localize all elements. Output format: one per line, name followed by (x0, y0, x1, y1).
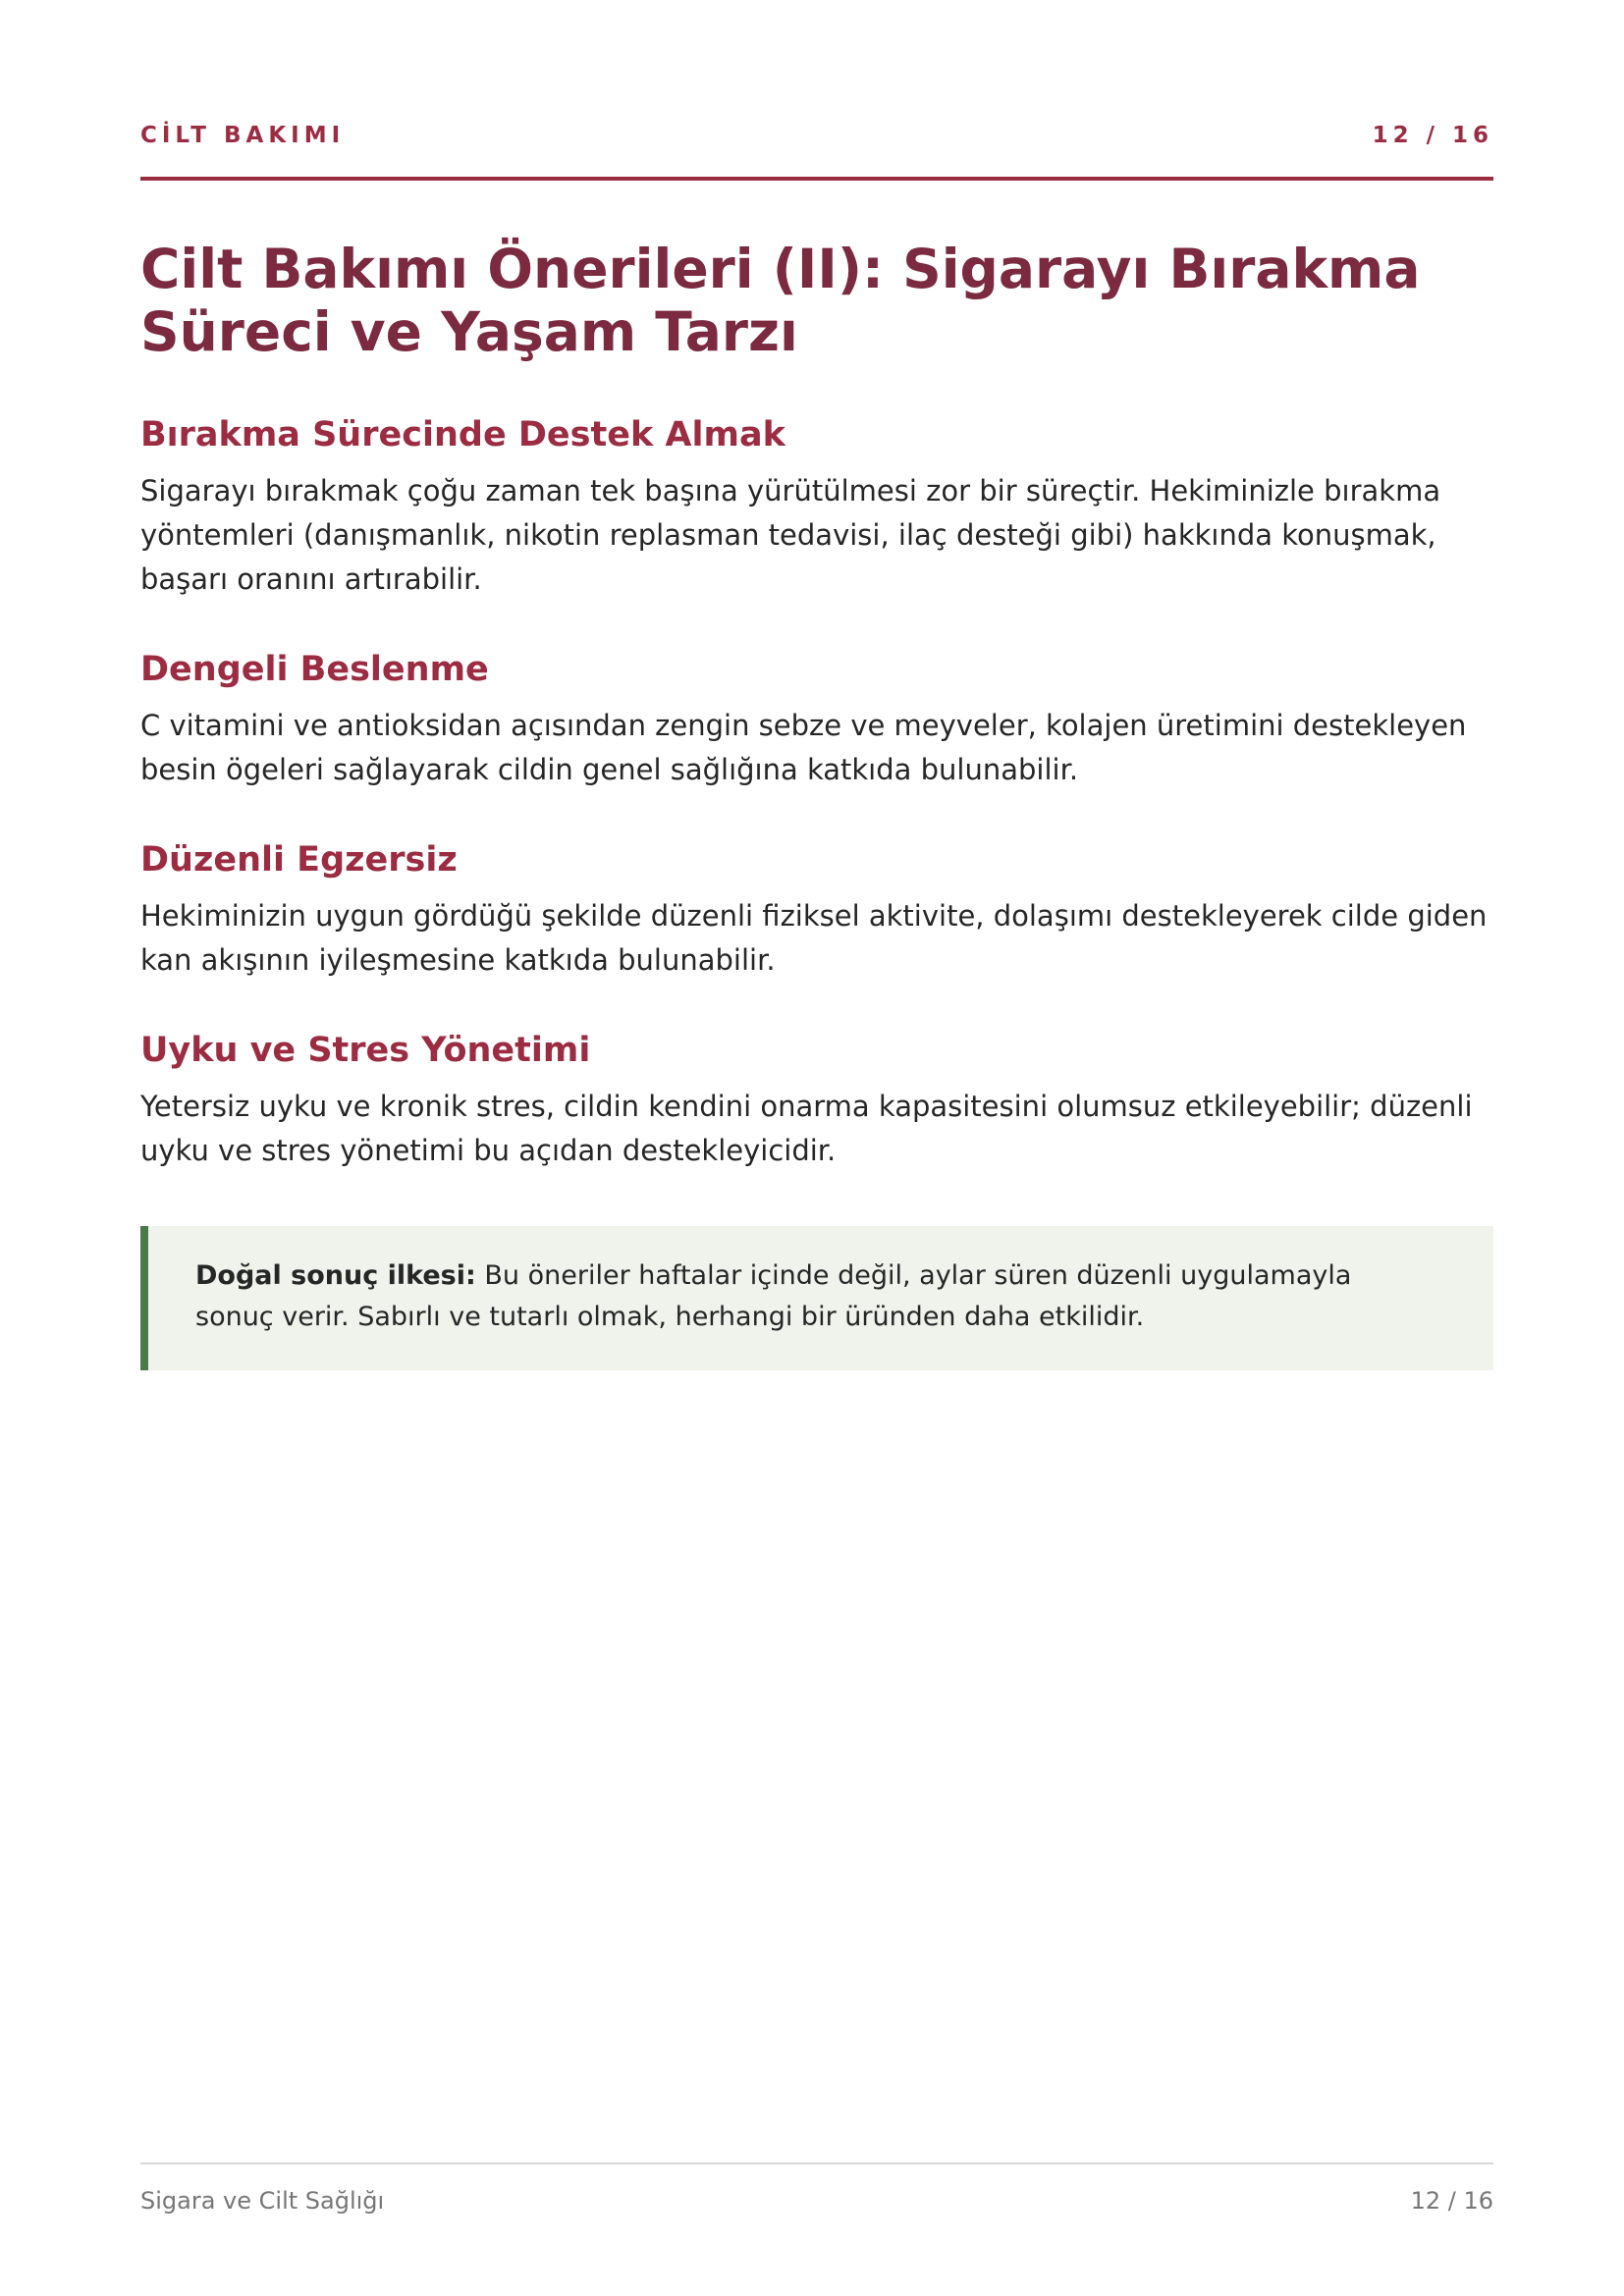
section-support (140, 410, 1493, 602)
section-paragraph: Hekiminizin uygun gördüğü şekilde düzenli fiziksel aktivite, dolaşımı destekleyerek cilde giden kan akışının iyileşmesine katkıda bulunabilir. (140, 899, 1488, 977)
section-sleep-stress (140, 1026, 1493, 1173)
section-paragraph: C vitamini ve antioksidan açısından zengin sebze ve meyveler, kolajen üretimini destekleyen besin ögeleri sağlayarak cildin genel sağlığına katkıda bulunabilir. (140, 709, 1467, 786)
principle-callout (140, 1226, 1493, 1370)
document-page (140, 0, 1493, 2296)
callout-text (195, 1255, 1433, 1338)
section-heading: Uyku ve Stres Yönetimi (140, 1031, 591, 1070)
callout-body: Bu öneriler haftalar içinde değil, aylar süren düzenli uygulamayla sonuç verir. Sabırlı ve tutarlı olmak, herhangi bir üründen daha etkilidir. (195, 1260, 1352, 1332)
running-header (140, 122, 1493, 181)
header-section-label: CİLT BAKIMI (140, 123, 346, 148)
running-footer (140, 2163, 1493, 2223)
callout-lead: Doğal sonuç ilkesi: (195, 1260, 476, 1291)
section-paragraph: Sigarayı bırakmak çoğu zaman tek başına yürütülmesi zor bir süreçtir. Hekiminizle bırakma yöntemleri (danışmanlık, nikotin replasman tedavisi, ilaç desteği gibi) hakkında konuşmak, başarı oranını artırabilir. (140, 474, 1441, 596)
section-paragraph: Yetersiz uyku ve kronik stres, cildin kendini onarma kapasitesini olumsuz etkileyebilir; düzenli uyku ve stres yönetimi bu açıdan destekleyicidir. (140, 1090, 1473, 1167)
section-nutrition (140, 645, 1493, 792)
content-body (140, 410, 1493, 1216)
section-heading: Bırakma Sürecinde Destek Almak (140, 415, 785, 454)
section-heading: Düzenli Egzersiz (140, 840, 458, 880)
section-exercise (140, 835, 1493, 983)
section-heading: Dengeli Beslenme (140, 650, 489, 689)
footer-page-number: 12 / 16 (1410, 2187, 1493, 2215)
header-page-number: 12 / 16 (1372, 123, 1493, 148)
page-title: Cilt Bakımı Önerileri (II): Sigarayı Bırakma Süreci ve Yaşam Tarzı (140, 238, 1421, 363)
footer-document-title: Sigara ve Cilt Sağlığı (140, 2187, 385, 2215)
